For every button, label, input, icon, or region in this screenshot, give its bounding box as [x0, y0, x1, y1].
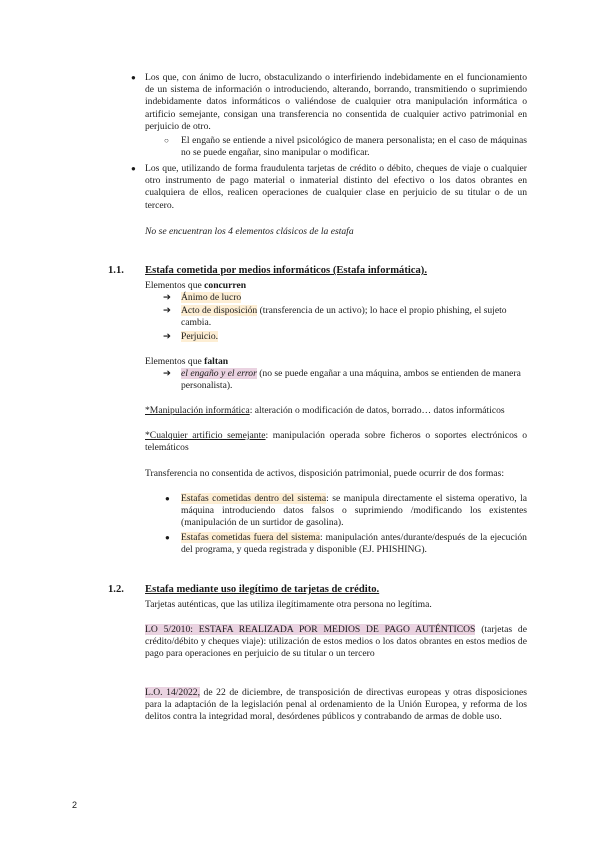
bullet-icon: ●	[165, 494, 170, 503]
form-item-2: ● Estafas cometidas fuera del sistema: manipulación antes/durante/después de la ejecución del programa, y queda registrada y disponible (EJ. PHISHING).	[165, 532, 527, 556]
concurren-item-2: ➔ Acto de disposición (transferencia de un activo); lo hace el propio phishing, el sujeto cambia.	[163, 305, 507, 329]
faltan-item: ➔ el engaño y el error (no se puede engañar a una máquina, ambos se entienden de manera personalista).	[163, 368, 521, 392]
artificio-definition: *Cualquier artificio semejante: manipulación operada sobre ficheros o soportes electrónicos o telemáticos	[145, 430, 527, 454]
section-1-heading	[108, 265, 528, 279]
intro-bullet-1	[131, 72, 527, 134]
bullet-icon: ●	[165, 533, 170, 542]
faltan-label: Elementos que faltan	[145, 356, 229, 367]
arrow-right-icon: ➔	[163, 368, 172, 379]
intro-sub-bullet	[164, 135, 527, 161]
page-number: 2	[72, 800, 78, 810]
concurren-item-3: ➔ Perjuicio.	[163, 331, 219, 342]
lo-14-2022-highlight: L.O. 14/2022,	[145, 687, 200, 698]
concurren-label: Elementos que concurren	[145, 280, 247, 291]
manipulacion-definition: *Manipulación informática: alteración o modificación de datos, borrado… datos informáticos	[145, 405, 505, 416]
arrow-right-icon: ➔	[163, 305, 172, 316]
section-2-number: 1.2.	[108, 584, 124, 595]
concurren-item-1: ➔ Ánimo de lucro	[163, 292, 242, 303]
lo-14-2022-paragraph: L.O. 14/2022, de 22 de diciembre, de transposición de directivas europeas y otras disposiciones para la adaptación de la legislación penal al ordenamiento de la Unión Europea, y reforma de los delitos contra la integridad moral, desórdenes públicos y contrabando de armas de doble uso.	[145, 687, 527, 723]
arrow-right-icon: ➔	[163, 292, 172, 303]
section-1-title: Estafa cometida por medios informáticos (Estafa informática).	[145, 265, 427, 276]
transferencia-text: Transferencia no consentida de activos, disposición patrimonial, puede ocurrir de dos formas:	[145, 468, 505, 479]
intro-bullet-1-text: Los que, con ánimo de lucro, obstaculizando o interfiriendo indebidamente en el funcionamiento de un sistema de información o introduciendo, alterando, borrando, transmitiendo o suprimiendo indebidamente datos informáticos o valiéndose de cualquier otra manipulación informática o artificio semejante, consigan una transferencia no consentida de cualquier activo patrimonial en perjuicio de otro.	[145, 72, 527, 132]
section-1-number: 1.1.	[108, 265, 124, 276]
intro-bullet-2	[131, 163, 527, 213]
intro-bullet-2-text: Los que, utilizando de forma fraudulenta tarjetas de crédito o débito, cheques de viaje o cualquier otro instrumento de pago material o inmaterial distinto del efectivo o los datos obrantes en cualquiera de ellos, realicen operaciones de cualquier clase en perjuicio de su titular o de un tercero.	[145, 163, 527, 211]
sub-bullet-icon: ○	[164, 136, 169, 145]
section-2-title: Estafa mediante uso ilegítimo de tarjetas de crédito.	[145, 584, 380, 595]
form-item-1: ● Estafas cometidas dentro del sistema: se manipula directamente el sistema operativo, la máquina introduciendo datos falsos o suprimiendo /modificando los existentes (manipulación de un surtidor de gasolina).	[165, 493, 528, 529]
bullet-icon: ●	[131, 164, 136, 173]
intro-sub-bullet-text: El engaño se entiende a nivel psicológico de manera personalista; en el caso de máquinas no se puede engañar, sino manipular o modificar.	[181, 135, 527, 159]
section-2-heading	[108, 584, 528, 598]
section-2-intro: Tarjetas auténticas, que las utiliza ilegítimamente otra persona no legítima.	[145, 599, 432, 610]
intro-note: No se encuentran los 4 elementos clásicos de la estafa	[145, 226, 354, 237]
lo-5-2010-paragraph: LO 5/2010: ESTAFA REALIZADA POR MEDIOS DE PAGO AUTÉNTICOS (tarjetas de crédito/débito y cheques viaje): utilización de estos medios o los datos obrantes en estos medios de pago para operaciones en perjuicio de su titular o un tercero	[145, 624, 527, 660]
bullet-icon: ●	[131, 73, 136, 82]
lo-5-2010-highlight: LO 5/2010: ESTAFA REALIZADA POR MEDIOS DE PAGO AUTÉNTICOS	[145, 624, 476, 635]
arrow-right-icon: ➔	[163, 331, 172, 342]
